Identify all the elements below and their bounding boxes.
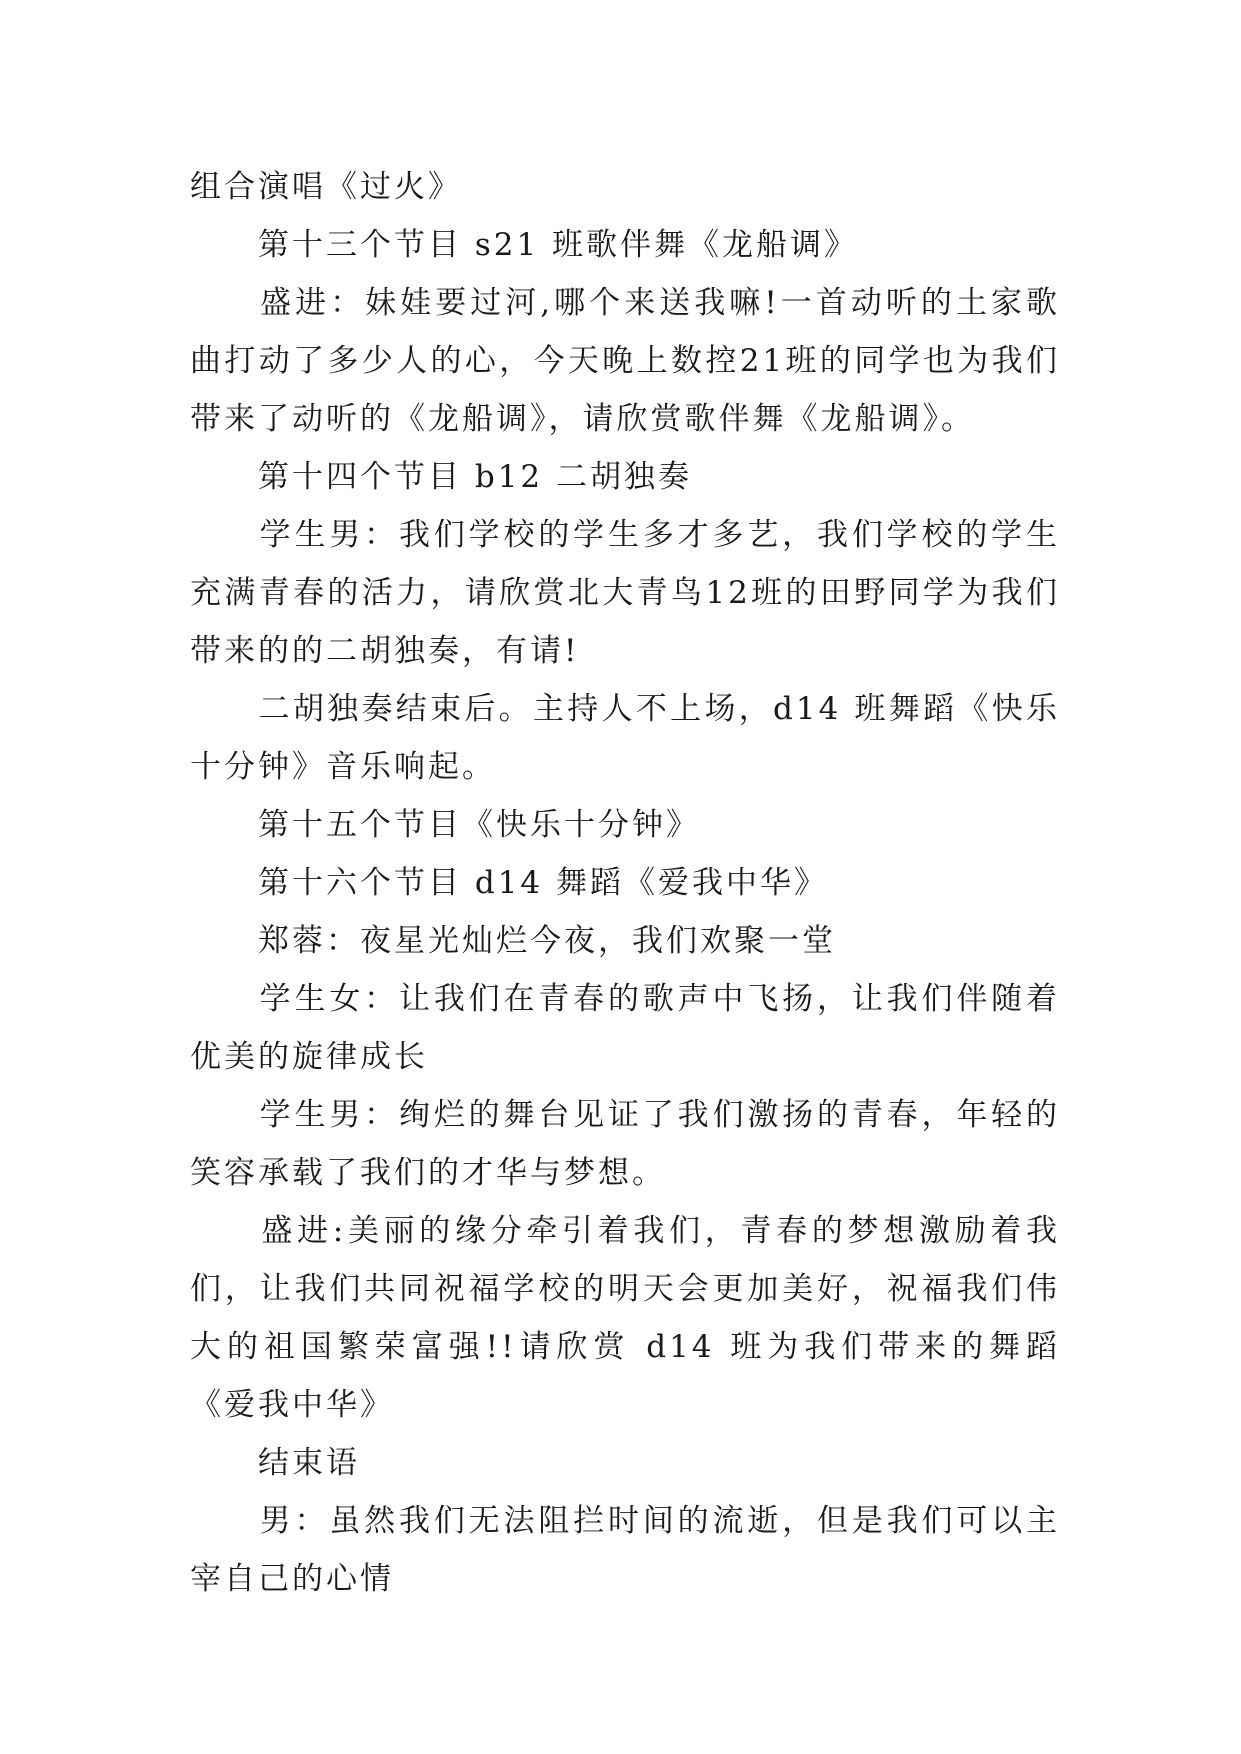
paragraph-5: 学生男：我们学校的学生多才多艺，我们学校的学生充满青春的活力，请欣赏北大青鸟12班的田野同学为我们带来的的二胡独奏，有请! [190, 517, 1060, 669]
paragraph-4: 第十四个节目 b12 二胡独奏 [190, 459, 692, 495]
document-body [190, 158, 1060, 1608]
paragraph-14: 男：虽然我们无法阻拦时间的流逝，但是我们可以主宰自己的心情 [190, 1503, 1060, 1597]
paragraph-13: 结束语 [190, 1445, 360, 1481]
paragraph-11: 学生男：绚烂的舞台见证了我们激扬的青春，年轻的笑容承载了我们的才华与梦想。 [190, 1097, 1060, 1191]
paragraph-6: 二胡独奏结束后。主持人不上场，d14 班舞蹈《快乐十分钟》音乐响起。 [190, 691, 1060, 785]
paragraph-1: 组合演唱《过火》 [190, 169, 462, 205]
paragraph-2: 第十三个节目 s21 班歌伴舞《龙船调》 [190, 227, 859, 263]
paragraph-7: 第十五个节目《快乐十分钟》 [190, 807, 700, 843]
paragraph-9: 郑蓉：夜星光灿烂今夜，我们欢聚一堂 [190, 923, 836, 959]
paragraph-3: 盛进：妹娃要过河,哪个来送我嘛!一首动听的土家歌曲打动了多少人的心，今天晚上数控21班的同学也为我们带来了动听的《龙船调》，请欣赏歌伴舞《龙船调》。 [190, 285, 1060, 437]
paragraph-8: 第十六个节目 d14 舞蹈《爱我中华》 [190, 865, 828, 901]
paragraph-10: 学生女：让我们在青春的歌声中飞扬，让我们伴随着优美的旋律成长 [190, 981, 1060, 1075]
paragraph-12: 盛进:美丽的缘分牵引着我们，青春的梦想激励着我们，让我们共同祝福学校的明天会更加美好，祝福我们伟大的祖国繁荣富强!!请欣赏 d14 班为我们带来的舞蹈《爱我中华》 [190, 1213, 1060, 1423]
